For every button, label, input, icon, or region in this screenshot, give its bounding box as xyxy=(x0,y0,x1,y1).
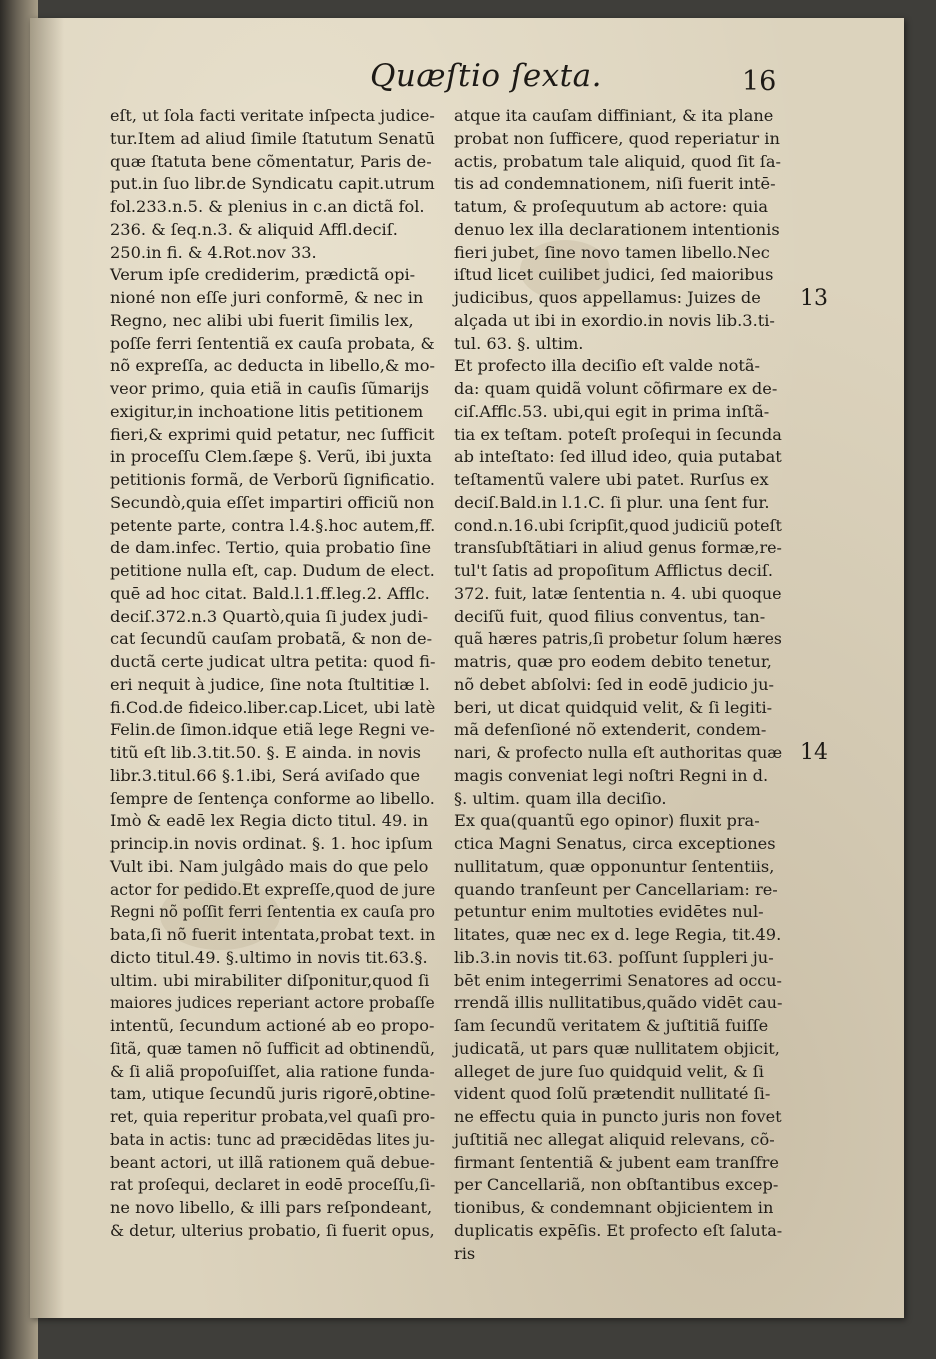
text-line: de dam.infec. Tertio, quia probatio ſine xyxy=(110,538,432,558)
text-line: exigitur,in inchoatione litis petitionem xyxy=(110,401,424,421)
text-line: tionibus, & condemnant objicientem in xyxy=(454,1198,774,1217)
text-line: petuntur enim multoties evidētes nul- xyxy=(454,902,764,922)
text-line: 250.in fi. & 4.Rot.nov 33. xyxy=(110,242,317,262)
text-line: ciſ.Afflc.53. ubi,qui egit in prima inſtã- xyxy=(454,401,770,421)
text-line: tia ex teſtam. poteſt proſequi in ſecunda xyxy=(454,424,782,444)
text-line: lib.3.in novis tit.63. poſſunt ſuppleri ju- xyxy=(454,947,774,967)
text-line: intentũ, ſecundum actioné ab eo propo- xyxy=(110,1016,435,1035)
text-line: firmant ſententiã & jubent eam tranſfre xyxy=(454,1152,779,1172)
text-line: actis, probatum tale aliquid, quod ſit ſa- xyxy=(454,151,781,171)
text-line: nioné non eſſe juri conformē, & nec in xyxy=(110,288,424,307)
text-line: tur.Item ad aliud ſimile ſtatutum Senatū xyxy=(110,128,435,148)
text-line: ret, quia reperitur probata,vel quaſi pro- xyxy=(110,1107,436,1126)
text-line: §. ultim. quam illa deciſio. xyxy=(454,788,667,808)
marginal-number: 14 xyxy=(800,740,828,765)
text-line: quē ad hoc citat. Bald.l.1.ff.leg.2. Afflc. xyxy=(110,583,430,603)
text-line: 372. fuit, latæ ſententia n. 4. ubi quoque xyxy=(454,583,782,603)
text-line: probat non ſufficere, quod reperiatur in xyxy=(454,128,780,148)
text-line: transſubſtãtiari in aliud genus formæ,re- xyxy=(454,538,782,558)
text-line: fieri jubet, ſine novo tamen libello.Nec xyxy=(454,242,770,262)
text-line: Vult ibi. Nam julgâdo mais do que pelo xyxy=(110,856,429,876)
text-line: poſſe ferri ſententiã ex cauſa probata, & xyxy=(110,333,435,353)
text-line: nõ expreſſa, ac deducta in libello,& mo- xyxy=(110,356,435,376)
text-line: ſitã, quæ tamen nõ ſufficit ad obtinendũ, xyxy=(110,1038,436,1058)
text-line: & detur, ulterius probatio, ſi fuerit opus, xyxy=(110,1220,435,1240)
text-line: Verum ipſe crediderim, prædictã opi- xyxy=(110,265,416,285)
text-line: libr.3.titul.66 §.1.ibi, Será aviſado que xyxy=(110,765,421,785)
text-line: tul't ſatis ad propoſitum Afflictus deciſ. xyxy=(454,561,774,580)
text-line: ſam ſecundũ veritatem & juſtitiã fuiſſe xyxy=(454,1016,769,1035)
text-line: ductã certe judicat ultra petita: quod fi- xyxy=(110,652,436,671)
text-line: juſtitiã nec allegat aliquid relevans, cõ- xyxy=(454,1129,775,1149)
text-line: quæ ſtatuta bene cõmentatur, Paris de- xyxy=(110,151,432,171)
text-line: deciſ.Bald.in l.1.C. ſi plur. una ſent fur. xyxy=(454,492,770,512)
page-binding-shadow xyxy=(30,18,64,1318)
text-line: dicto titul.49. §.ultimo in novis tit.63.§. xyxy=(110,947,428,967)
text-line: deciſ.372.n.3 Quartò,quia ſi judex judi- xyxy=(110,606,429,626)
text-line: petente parte, contra l.4.§.hoc autem,ff. xyxy=(110,515,436,535)
text-line: petitione nulla eſt, cap. Dudum de elect. xyxy=(110,561,435,580)
text-line: princip.in novis ordinat. §. 1. hoc ipſum xyxy=(110,834,433,853)
text-line: deciſũ fuit, quod filius conventus, tan- xyxy=(454,606,766,626)
text-line: Secundò,quia eſſet impartiri officiũ non xyxy=(110,492,435,512)
text-line: nari, & profecto nulla eſt authoritas quæ xyxy=(454,743,783,762)
text-line: bata,ſi nõ fuerit intentata,probat text. in xyxy=(110,925,436,944)
text-line: judicibus, quos appellamus: Juizes de xyxy=(454,288,761,307)
text-line: actor for pedido.Et expreſſe,quod de jure xyxy=(110,879,436,899)
text-line: Ex qua(quantũ ego opinor) fluxit pra- xyxy=(454,811,760,831)
right-text-column xyxy=(454,105,782,1265)
text-line: litates, quæ nec ex d. lege Regia, tit.49. xyxy=(454,925,782,944)
text-line: ne effectu quia in puncto juris non fovet xyxy=(454,1107,782,1126)
text-line: duplicatis expēſis. Et profecto eſt ſaluta- xyxy=(454,1220,783,1240)
text-line: fieri,& exprimi quid petatur, nec ſufficit xyxy=(110,424,435,444)
text-line: vident quod ſolũ prætendit nullitaté ſi- xyxy=(454,1084,771,1104)
text-line: eſt, ut ſola facti veritate inſpecta judice- xyxy=(110,106,435,125)
text-line: mã defenſioné nõ extenderit, condem- xyxy=(454,720,767,740)
text-line: nullitatum, quæ opponuntur ſententiis, xyxy=(454,856,775,876)
text-line: beri, ut dicat quidquid velit, & ſi legiti- xyxy=(454,697,773,717)
text-line: beant actori, ut illã rationem quã debue- xyxy=(110,1152,435,1172)
text-line: & ſi aliã propoſuiſſet, alia ratione funda- xyxy=(110,1061,435,1081)
text-line: alçada ut ibi in exordio.in novis lib.3.ti- xyxy=(454,310,775,330)
text-line: atque ita cauſam diffiniant, & ita plane xyxy=(454,106,774,125)
text-line: iſtud licet cuilibet judici, ſed maioribus xyxy=(454,265,774,285)
left-text-column xyxy=(110,105,435,1243)
text-line: maiores judices reperiant actore probaſſe xyxy=(110,993,435,1013)
text-line: rat proſequi, declaret in eodē proceſſu,ſi- xyxy=(110,1175,436,1195)
text-line: tul. 63. §. ultim. xyxy=(454,333,584,353)
text-line: ne novo libello, & illi pars reſpondeant, xyxy=(110,1198,433,1217)
text-line: quã hæres patris,ſi probetur ſolum hæres xyxy=(454,629,782,649)
text-line: bēt enim integerrimi Senatores ad occu- xyxy=(454,970,782,990)
text-line: put.in ſuo libr.de Syndicatu capit.utrum xyxy=(110,174,435,194)
text-line: titũ eſt lib.3.tit.50. §. E ainda. in novis xyxy=(110,743,421,762)
text-line: matris, quæ pro eodem debito tenetur, xyxy=(454,652,772,671)
text-line: ultim. ubi mirabiliter diſponitur,quod ſi xyxy=(110,970,430,990)
text-line: fi.Cod.de fideico.liber.cap.Licet, ubi latè xyxy=(110,697,436,717)
text-line: Imò & eadē lex Regia dicto titul. 49. in xyxy=(110,811,429,831)
text-line: quando tranſeunt per Cancellariam: re- xyxy=(454,879,778,899)
text-line: veor primo, quia etiã in cauſis ſũmarijs xyxy=(110,379,430,398)
folio-number: 16 xyxy=(742,66,777,97)
text-line: teſtamentũ valere ubi patet. Rurſus ex xyxy=(454,470,769,489)
text-line: Et profecto illa deciſio eſt valde notã- xyxy=(454,356,760,376)
text-line: denuo lex illa declarationem intentionis xyxy=(454,219,780,239)
text-line: alleget de jure ſuo quidquid velit, & ſi xyxy=(454,1061,764,1081)
text-line: magis conveniat legi noſtri Regni in d. xyxy=(454,765,769,785)
text-line: per Cancellariã, non obſtantibus excep- xyxy=(454,1175,779,1195)
text-line: tis ad condemnationem, niſi fuerit intē- xyxy=(454,174,776,194)
text-line: Felin.de ſimon.idque etiã lege Regni ve- xyxy=(110,720,435,740)
text-line: tam, utique ſecundũ juris rigorē,obtine- xyxy=(110,1084,436,1104)
text-line: cat ſecundũ cauſam probatã, & non de- xyxy=(110,629,433,649)
text-line: rrendã illis nullitatibus,quãdo vidēt cau- xyxy=(454,993,783,1013)
text-line: Regni nõ poſſit ferri ſententia ex cauſa pro xyxy=(110,902,436,922)
text-line: eri nequit à judice, ſine nota ſtultitiæ l. xyxy=(110,674,430,694)
text-line: da: quam quidã volunt cõfirmare ex de- xyxy=(454,379,778,398)
text-line: bata in actis: tunc ad præcidēdas lites ju- xyxy=(110,1129,435,1149)
text-line: in proceſſu Clem.ſæpe §. Verũ, ibi juxta xyxy=(110,447,432,467)
marginal-number: 13 xyxy=(800,286,828,311)
text-line: nõ debet abſolvi: ſed in eodē judicio ju- xyxy=(454,674,774,694)
text-line: ab inteſtato: ſed illud ideo, quia putabat xyxy=(454,447,782,467)
text-line: 236. & ſeq.n.3. & aliquid Affl.deciſ. xyxy=(110,219,398,239)
text-line: tatum, & proſequutum ab actore: quia xyxy=(454,197,768,216)
text-line: judicatã, ut pars quæ nullitatem objicit, xyxy=(454,1038,780,1058)
text-line: ctica Magni Senatus, circa exceptiones xyxy=(454,834,776,853)
text-line: fol.233.n.5. & plenius in c.an dictã fol. xyxy=(110,197,425,216)
text-line: petitionis formã, de Verborũ ſignificatio. xyxy=(110,470,435,489)
text-line: Regno, nec alibi ubi fuerit ſimilis lex, xyxy=(110,310,414,330)
text-line: ris xyxy=(454,1243,476,1263)
text-line: cond.n.16.ubi ſcripſit,quod judiciũ poteſt xyxy=(454,515,782,535)
text-line: ſempre de ſentença conforme ao libello. xyxy=(110,788,435,808)
running-head: Quæſtio ſexta. xyxy=(370,58,602,94)
